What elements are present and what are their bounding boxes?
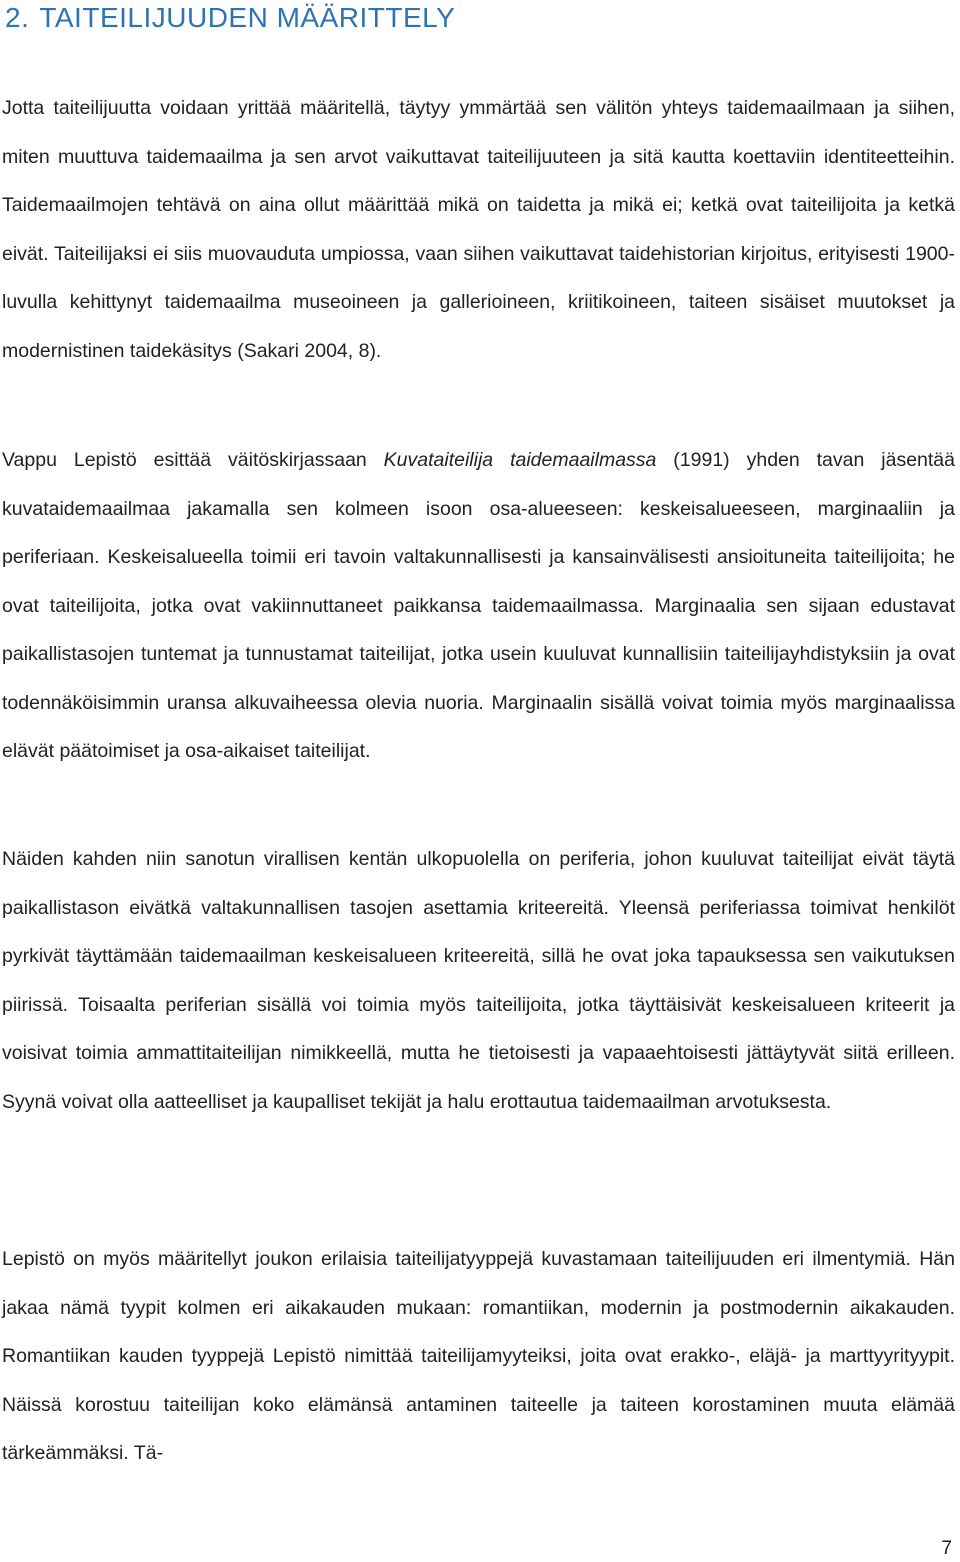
section-number: 2.: [5, 2, 30, 33]
paragraph-2-body: (1991) yhden tavan jäsentää kuvataidemaailmaa jakamalla sen kolmeen isoon osa-alueeseen: keskeisalueeseen, marginaaliin ja periferiaan. Keskeisalueella toimii eri tavoin valtakunnallisesti ja kansainvälisesti ansioituneita taiteilijoita; he ovat taiteilijoita, jotka ovat vakiinnuttaneet paikkansa taidemaailmassa. Marginaalia sen sijaan edustavat paikallistasojen tuntemat ja tunnustamat taiteilijat, jotka usein kuuluvat kunnallisiin taiteilijayhdistyksiin ja ovat todennäköisimmin uransa alkuvaiheessa olevia nuoria. Marginaalin sisällä voivat toimia myös marginaalissa elävät päätoimiset ja osa-aikaiset taiteilijat.: [2, 449, 955, 762]
paragraph-4: Lepistö on myös määritellyt joukon erilaisia taiteilijatyyppejä kuvastamaan taiteilijuuden eri ilmentymiä. Hän jakaa nämä tyypit kolmen eri aikakauden mukaan: romantiikan, modernin ja postmodernin aikakauden. Romantiikan kauden tyyppejä Lepistö nimittää taiteilijamyyteiksi, joita ovat erakko-, eläjä- ja marttyyrityypit. Näissä korostuu taiteilijan koko elämänsä antaminen taiteelle ja taiteen korostaminen muuta elämää tärkeämmäksi. Tä-: [2, 1248, 955, 1464]
section-heading: [5, 0, 455, 36]
paragraph-1: Jotta taiteilijuutta voidaan yrittää määritellä, täytyy ymmärtää sen välitön yhteys taidemaailmaan ja siihen, miten muuttuva taidemaailma ja sen arvot vaikuttavat taiteilijuuteen ja sitä kautta koettaviin identiteetteihin. Taidemaailmojen tehtävä on aina ollut määrittää mikä on taidetta ja mikä ei; ketkä ovat taiteilijoita ja ketkä eivät. Taiteilijaksi ei siis muovauduta umpiossa, vaan siihen vaikuttavat taidehistorian kirjoitus, erityisesti 1900-luvulla kehittynyt taidemaailma museoineen ja gallerioineen, kriitikoineen, taiteen sisäiset muutokset ja modernistinen taidekäsitys (Sakari 2004, 8).: [2, 97, 955, 362]
paragraph-3: Näiden kahden niin sanotun virallisen kentän ulkopuolella on periferia, johon kuuluvat taiteilijat eivät täytä paikallistason eivätkä valtakunnallisen tasojen asettamia kriteereitä. Yleensä periferiassa toimivat henkilöt pyrkivät täyttämään taidemaailman keskeisalueen kriteereitä, sillä he ovat joka tapauksessa sen vaikutuksen piirissä. Toisaalta periferian sisällä voi toimia myös taiteilijoita, jotka täyttäisivät keskeisalueen kriteerit ja voisivat toimia ammattitaiteilijan nimikkeellä, mutta he tietoisesti ja vapaaehtoisesti jättäytyvät siitä erilleen. Syynä voivat olla aatteelliset ja kaupalliset tekijät ja halu erottautua taidemaailman arvotuksesta.: [2, 848, 955, 1113]
paragraph-2-intro: Vappu Lepistö esittää väitöskirjassaan: [2, 449, 384, 471]
page-number: 7: [941, 1538, 952, 1559]
paragraph-2: [2, 436, 955, 776]
dissertation-title: Kuvataiteilija taidemaailmassa: [383, 449, 657, 471]
section-title: TAITEILIJUUDEN MÄÄRITTELY: [39, 2, 456, 33]
